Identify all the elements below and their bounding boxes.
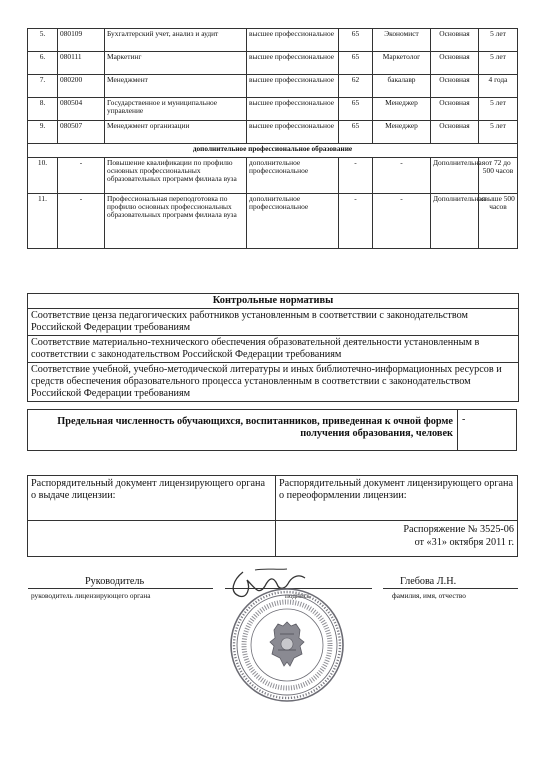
issue-document-label: Распорядительный документ лицензирующего органа о выдаче лицензии: — [28, 476, 276, 521]
program-type: Основная — [431, 121, 479, 144]
program-code: 080507 — [58, 121, 105, 144]
programs-table — [27, 28, 518, 249]
qualification: Маркетолог — [373, 52, 431, 75]
row-number: 7. — [28, 75, 58, 98]
head-line — [28, 588, 213, 589]
row-number: 5. — [28, 29, 58, 52]
group-code: 65 — [339, 52, 373, 75]
study-term: 5 лет — [479, 29, 518, 52]
name-caption: фамилия, имя, отчество — [392, 591, 466, 600]
section-title: дополнительное профессиональное образование — [28, 144, 518, 158]
norms-title: Контрольные нормативы — [28, 294, 519, 309]
name-line — [383, 588, 518, 589]
education-level: высшее профессиональное — [247, 75, 339, 98]
education-level: высшее профессиональное — [247, 52, 339, 75]
program-code: 080109 — [58, 29, 105, 52]
head-caption: руководитель лицензирующего органа — [31, 591, 151, 600]
signature-caption: подпись — [285, 591, 311, 600]
education-level: дополнительное профессиональное — [247, 194, 339, 249]
study-term: 5 лет — [479, 121, 518, 144]
table-row — [28, 158, 518, 194]
education-level: высшее профессиональное — [247, 29, 339, 52]
program-type: Дополнительная — [431, 194, 479, 249]
table-row — [28, 194, 518, 249]
qualification: бакалавр — [373, 75, 431, 98]
row-number: 8. — [28, 98, 58, 121]
reissue-order — [276, 521, 518, 557]
study-term: от 72 до 500 часов — [479, 158, 518, 194]
program-name: Повышение квалификации по профилю основных профессиональных образовательных программ филиала вуза — [105, 158, 247, 194]
head-title: Руководитель — [85, 576, 145, 587]
row-number: 6. — [28, 52, 58, 75]
program-name: Государственное и муниципальное управление — [105, 98, 247, 121]
group-code: - — [339, 194, 373, 249]
group-code: 65 — [339, 29, 373, 52]
row-number: 11. — [28, 194, 58, 249]
program-code: - — [58, 194, 105, 249]
program-code: 080111 — [58, 52, 105, 75]
study-term: 5 лет — [479, 52, 518, 75]
study-term: 5 лет — [479, 98, 518, 121]
norm-item: Соответствие учебной, учебно-методической литературы и иных библиотечно-информационных ресурсов и средств обеспечения образовательного процесса установленным в соответствии с законодательством Российской Федерации требованиям — [28, 363, 519, 402]
section-row — [28, 144, 518, 158]
qualification: - — [373, 194, 431, 249]
program-type: Основная — [431, 29, 479, 52]
qualification: Менеджер — [373, 121, 431, 144]
program-type: Основная — [431, 75, 479, 98]
program-name: Маркетинг — [105, 52, 247, 75]
program-name: Бухгалтерский учет, анализ и аудит — [105, 29, 247, 52]
education-level: высшее профессиональное — [247, 121, 339, 144]
max-count-box — [27, 409, 517, 451]
order-date: от «31» октября 2011 г. — [414, 537, 514, 548]
study-term: 4 года — [479, 75, 518, 98]
program-type: Основная — [431, 52, 479, 75]
group-code: 65 — [339, 98, 373, 121]
program-name: Менеджмент — [105, 75, 247, 98]
qualification: - — [373, 158, 431, 194]
signer-name: Глебова Л.Н. — [400, 576, 457, 587]
max-count-value: - — [462, 414, 466, 425]
norm-item: Соответствие материально-технического обеспечения образовательной деятельности установленным в соответствии с законодательством Российской Федерации требованиям — [28, 336, 519, 363]
group-code: - — [339, 158, 373, 194]
row-number: 9. — [28, 121, 58, 144]
control-norms-table — [27, 293, 519, 402]
qualification: Менеджер — [373, 98, 431, 121]
program-name: Профессиональная переподготовка по профилю основных профессиональных образовательных программ филиала вуза — [105, 194, 247, 249]
license-documents-table — [27, 475, 518, 557]
divider — [457, 410, 458, 450]
table-row — [28, 52, 518, 75]
table-row — [28, 29, 518, 52]
table-row — [28, 121, 518, 144]
education-level: высшее профессиональное — [247, 98, 339, 121]
group-code: 62 — [339, 75, 373, 98]
order-number: Распоряжение № 3525-06 — [403, 524, 514, 535]
reissue-document-label: Распорядительный документ лицензирующего органа о переоформлении лицензии: — [276, 476, 518, 521]
program-type: Основная — [431, 98, 479, 121]
program-code: 080200 — [58, 75, 105, 98]
program-type: Дополнительная — [431, 158, 479, 194]
norm-item: Соответствие ценза педагогических работников установленным в соответствии с законодательством Российской Федерации требованиям — [28, 309, 519, 336]
issue-document-value — [28, 521, 276, 557]
program-code: 080504 — [58, 98, 105, 121]
table-row — [28, 98, 518, 121]
official-seal — [228, 586, 346, 704]
table-row — [28, 75, 518, 98]
program-name: Менеджмент организации — [105, 121, 247, 144]
study-term: свыше 500 часов — [479, 194, 518, 249]
row-number: 10. — [28, 158, 58, 194]
qualification: Экономист — [373, 29, 431, 52]
max-count-label: Предельная численность обучающихся, воспитанников, приведенная к очной форме получения образования, человек — [57, 416, 453, 439]
education-level: дополнительное профессиональное — [247, 158, 339, 194]
program-code: - — [58, 158, 105, 194]
group-code: 65 — [339, 121, 373, 144]
